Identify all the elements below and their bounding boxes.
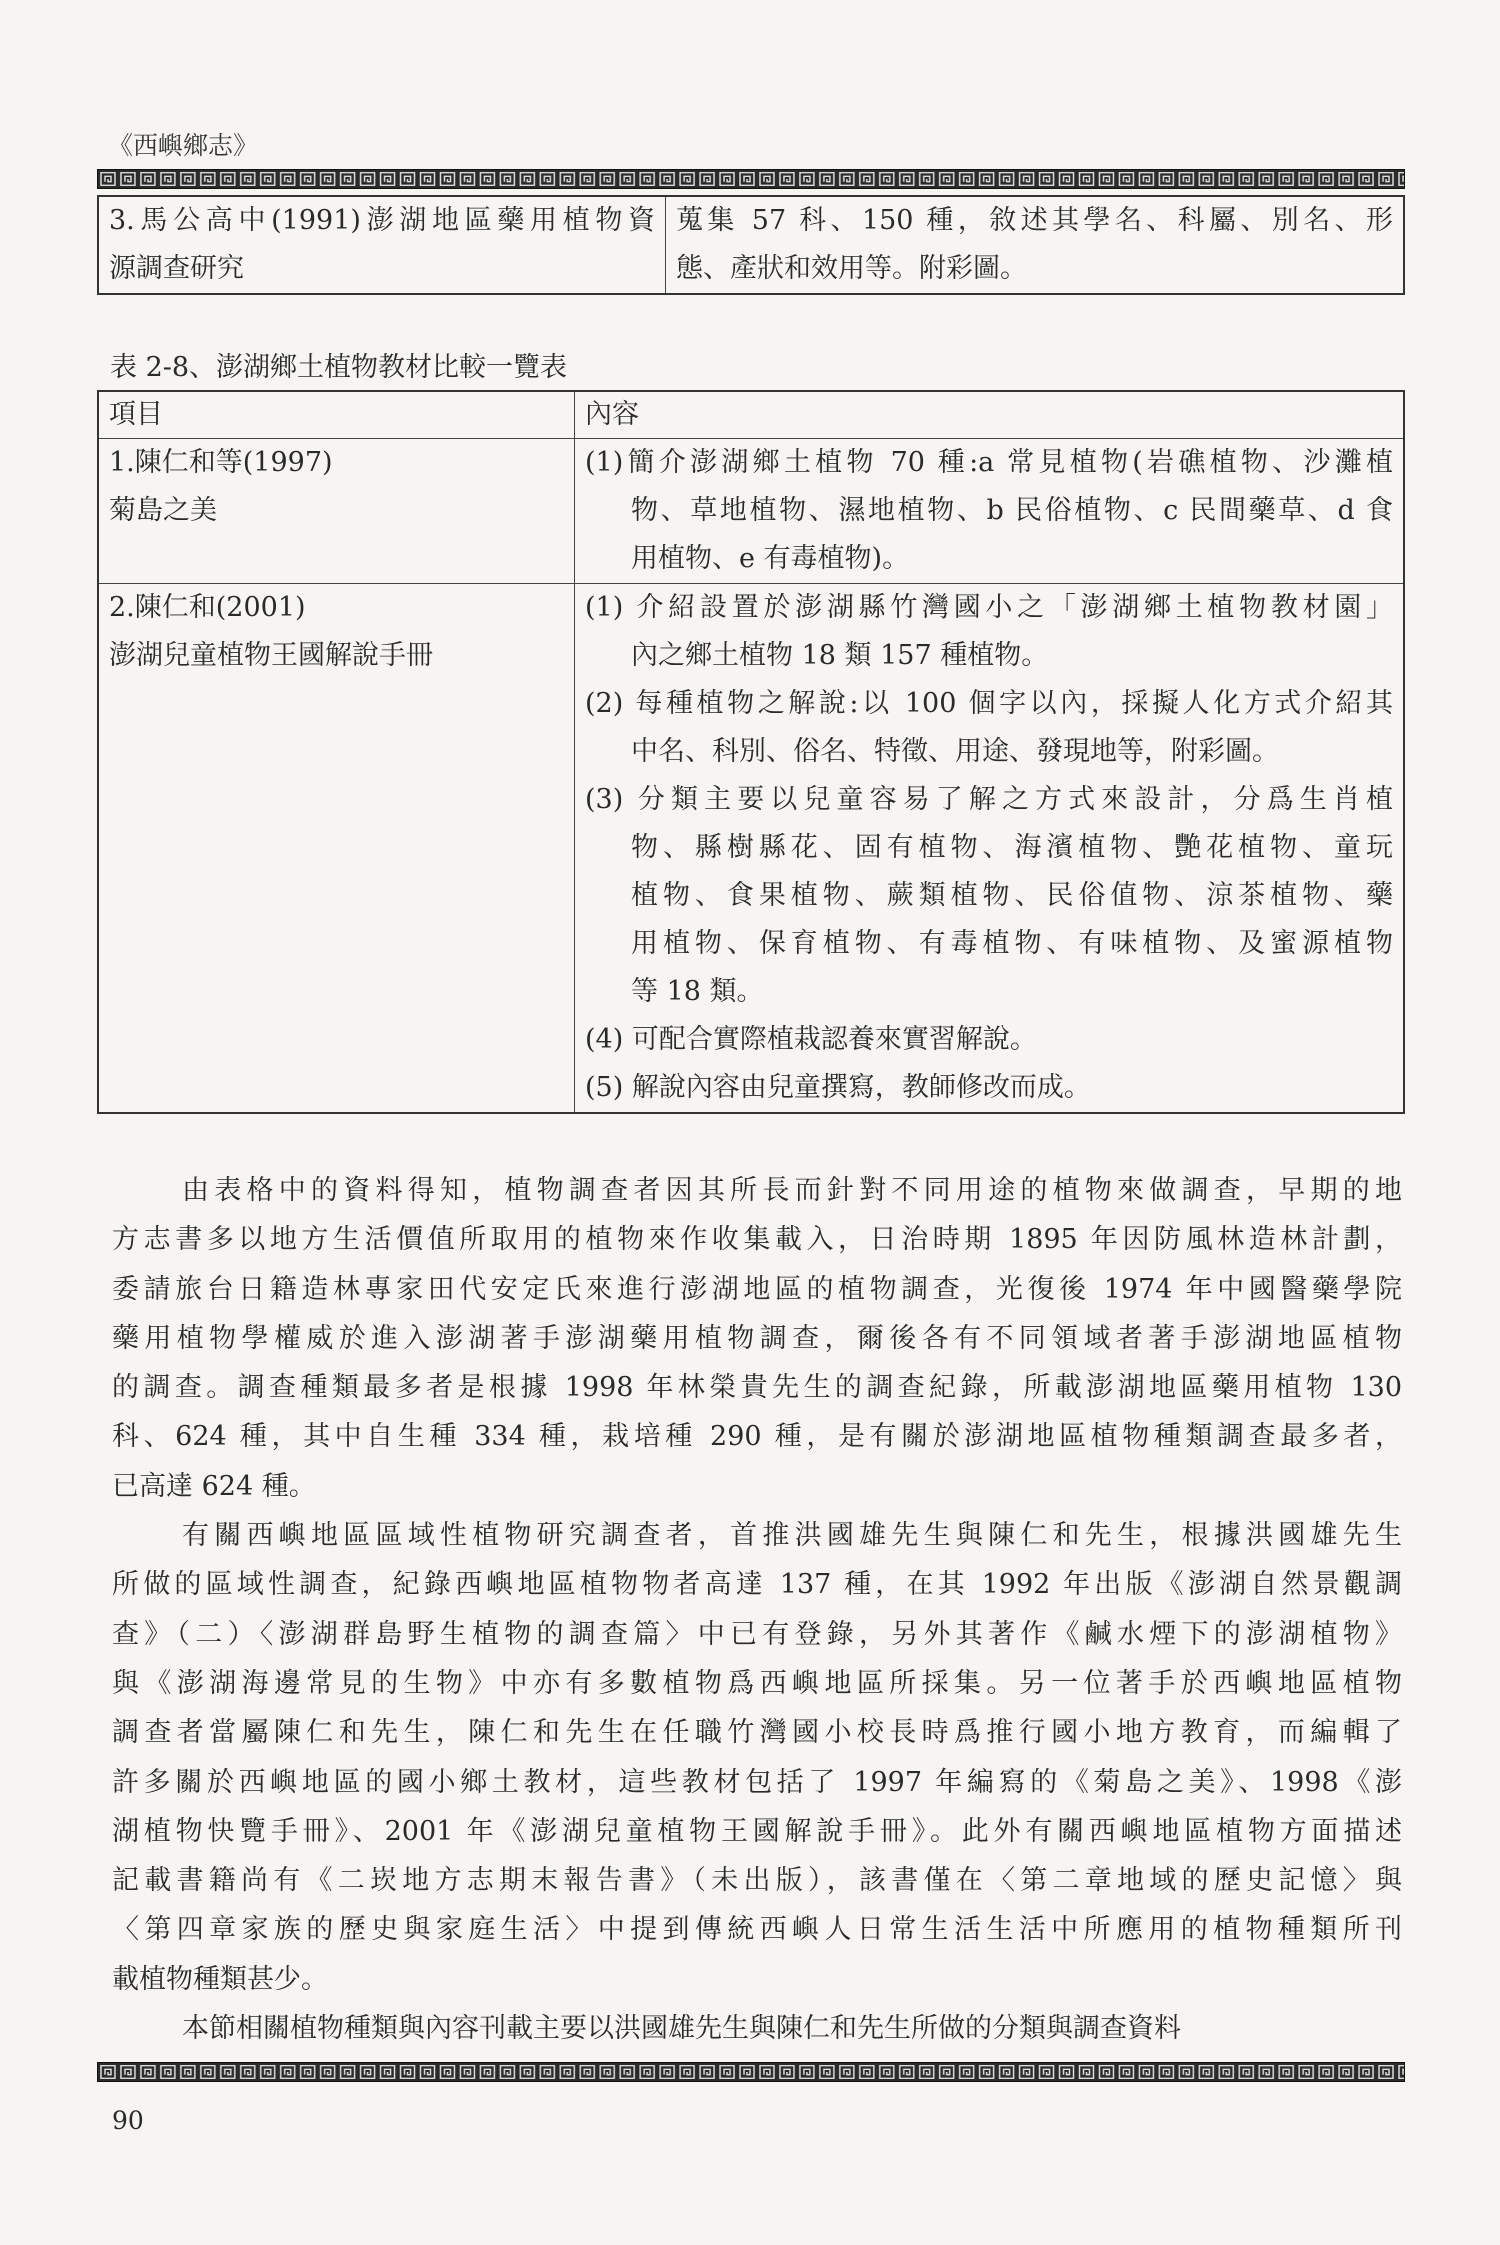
- table-row: [99, 583, 1403, 1112]
- text-line: (3) 分類主要以兒童容易了解之方式來設計，分爲生肖植: [585, 784, 1393, 815]
- text-line: 所做的區域性調查，紀錄西嶼地區植物物者高達 137 種，在其 1992 年出版《澎湖自然景觀調: [112, 1569, 1402, 1601]
- text-line: 查》（二）〈澎湖群島野生植物的調查篇〉中已有登錄，另外其著作《鹹水煙下的澎湖植物》: [112, 1618, 1402, 1650]
- text-line: 與《澎湖海邊常見的生物》中亦有多數植物爲西嶼地區所採集。另一位著手於西嶼地區植物: [112, 1667, 1402, 1699]
- item-cell: [99, 197, 665, 293]
- text-line: 由表格中的資料得知，植物調查者因其所長而針對不同用途的植物來做調查，早期的地: [182, 1175, 1402, 1206]
- header-cell: [99, 392, 574, 438]
- content-cell: [574, 439, 1403, 583]
- text-line: 物、縣樹縣花、固有植物、海濱植物、艷花植物、童玩: [631, 832, 1393, 863]
- text-line: 內之鄉土植物 18 類 157 種植物。: [631, 640, 1049, 671]
- header-label: 內容: [585, 399, 639, 430]
- text-line: (2) 每種植物之解說:以 100 個字以內，採擬人化方式介紹其: [585, 688, 1393, 719]
- previous-table: [97, 195, 1405, 295]
- content-item: [585, 776, 1393, 1016]
- text-line: 2.陳仁和(2001): [109, 592, 306, 623]
- content-item: [585, 439, 1393, 583]
- text-line: 態、產狀和效用等。附彩圖。: [676, 253, 1027, 284]
- text-line: (1)簡介澎湖鄉土植物 70 種:a 常見植物(岩礁植物、沙灘植: [585, 447, 1393, 478]
- text-line: 用植物、e 有毒植物)。: [631, 543, 910, 574]
- text-line: 用植物、保育植物、有毒植物、有味植物、及蜜源植物: [631, 928, 1393, 959]
- text-line: (4) 可配合實際植栽認養來實習解說。: [585, 1024, 1037, 1055]
- item-cell: [99, 584, 574, 1112]
- meander-border-bottom: [97, 2062, 1405, 2082]
- table-header-row: [99, 392, 1403, 438]
- item-cell: [99, 439, 574, 583]
- text-line: 〈第四章家族的歷史與家庭生活〉中提到傳統西嶼人日常生活生活中所應用的植物種類所刊: [112, 1914, 1402, 1946]
- table-row: [99, 197, 1403, 293]
- text-line: 有關西嶼地區區域性植物研究調查者，首推洪國雄先生與陳仁和先生，根據洪國雄先生: [182, 1520, 1402, 1552]
- table-row: [99, 438, 1403, 583]
- page-number: 90: [112, 2106, 144, 2135]
- table-caption: 表 2-8、澎湖鄉土植物教材比較一覽表: [110, 352, 568, 383]
- content-item: [585, 680, 1393, 776]
- text-line: 蒐集 57 科、150 種，敘述其學名、科屬、別名、形: [676, 205, 1393, 236]
- body-text: [112, 1166, 1402, 2053]
- text-line: 調查者當屬陳仁和先生，陳仁和先生在任職竹灣國小校長時爲推行國小地方教育，而編輯了: [112, 1717, 1402, 1749]
- running-title: 《西嶼鄉志》: [108, 131, 259, 160]
- header-cell: [574, 392, 1403, 438]
- text-line: 澎湖兒童植物王國解說手冊: [109, 640, 433, 671]
- text-line: 委請旅台日籍造林專家田代安定氏來進行澎湖地區的植物調查，光復後 1974 年中國醫藥學院: [112, 1273, 1402, 1305]
- text-line: 湖植物快覽手冊》、2001 年《澎湖兒童植物王國解說手冊》。此外有關西嶼地區植物方面描述: [112, 1815, 1402, 1847]
- text-line: 源調查研究: [109, 253, 244, 284]
- text-line: 菊島之美: [109, 495, 217, 526]
- text-line: 3.馬公高中(1991)澎湖地區藥用植物資: [109, 205, 655, 236]
- text-line: 載植物種類甚少。: [112, 1963, 328, 1995]
- meander-border-top: [97, 169, 1405, 189]
- text-line: 1.陳仁和等(1997): [109, 447, 333, 478]
- text-line: 方志書多以地方生活價值所取用的植物來作收集載入，日治時期 1895 年因防風林造林計劃，: [112, 1224, 1402, 1256]
- text-line: (5) 解說內容由兒童撰寫，教師修改而成。: [585, 1072, 1091, 1103]
- text-line: 科、624 種，其中自生種 334 種，栽培種 290 種，是有關於澎湖地區植物種類調查最多者，: [112, 1421, 1402, 1453]
- text-line: 記載書籍尚有《二崁地方志期末報告書》（未出版），該書僅在〈第二章地域的歷史記憶〉與: [112, 1865, 1402, 1897]
- paragraph: [112, 1511, 1402, 2004]
- content-item: [585, 1064, 1393, 1112]
- text-line: 本節相關植物種類與內容刊載主要以洪國雄先生與陳仁和先生所做的分類與調查資料: [182, 2013, 1181, 2045]
- text-line: 植物、食果植物、蕨類植物、民俗值物、涼茶植物、藥: [631, 880, 1393, 911]
- text-line: 許多關於西嶼地區的國小鄉土教材，這些教材包括了 1997 年編寫的《菊島之美》、1998《澎: [112, 1766, 1402, 1798]
- header-label: 項目: [109, 399, 163, 430]
- content-item: [585, 584, 1393, 680]
- text-line: 的調查。調查種類最多者是根據 1998 年林榮貴先生的調查紀錄，所載澎湖地區藥用植物 130: [112, 1372, 1402, 1404]
- text-line: 物、草地植物、濕地植物、b 民俗植物、c 民間藥草、d 食: [631, 495, 1393, 526]
- content-item: [585, 1016, 1393, 1064]
- text-line: (1) 介紹設置於澎湖縣竹灣國小之「澎湖鄉土植物教材園」: [585, 592, 1393, 623]
- content-cell: [574, 584, 1403, 1112]
- plant-materials-table: [97, 390, 1405, 1114]
- content-cell: [665, 197, 1403, 293]
- paragraph: [112, 1166, 1402, 1511]
- text-line: 已高達 624 種。: [112, 1470, 316, 1502]
- text-line: 藥用植物學權威於進入澎湖著手澎湖藥用植物調查，爾後各有不同領域者著手澎湖地區植物: [112, 1322, 1402, 1354]
- text-line: 中名、科別、俗名、特徵、用途、發現地等，附彩圖。: [631, 736, 1279, 767]
- text-line: 等 18 類。: [631, 976, 764, 1007]
- paragraph: [112, 2004, 1402, 2053]
